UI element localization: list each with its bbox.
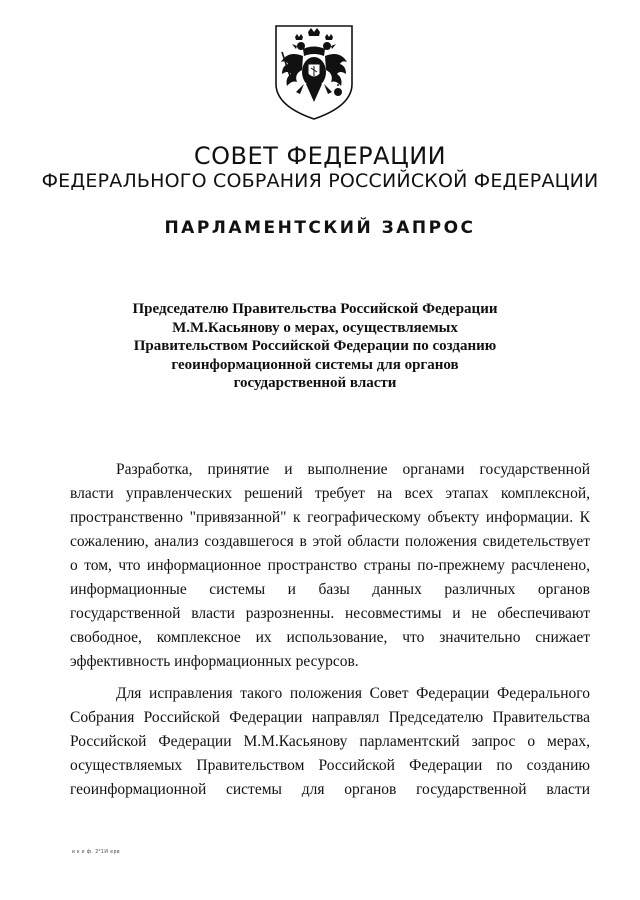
organization-subtitle: ФЕДЕРАЛЬНОГО СОБРАНИЯ РОССИЙСКОЙ ФЕДЕРАЦИИ [41, 170, 599, 192]
text-line: эффективность информационных ресурсов. [70, 653, 359, 670]
subject-line: государственной власти [233, 375, 397, 391]
text-line: Разработка, принятие и выполнение органами государственной [116, 461, 590, 478]
text-line: государственной власти разрозненны. несовместимы и не обеспечивают [70, 605, 590, 622]
request-subject [100, 300, 530, 393]
body-paragraph [70, 682, 590, 802]
footer-code: и к е ф. 2*1И ерв [72, 849, 121, 855]
text-line: информационные системы и базы данных различных органов [70, 581, 590, 598]
subject-line: Правительством Российской Федерации по созданию [133, 338, 497, 354]
subject-line: М.М.Касьянову о мерах, осуществляемых [172, 319, 458, 336]
text-line: Для исправления такого положения Совет Федерации Федерального [116, 685, 590, 702]
text-line: Собрания Российской Федерации направлял Председателю Правительства [70, 709, 590, 726]
document-type-heading: ПАРЛАМЕНТСКИЙ ЗАПРОС [164, 218, 476, 238]
coat-of-arms-icon [270, 22, 358, 122]
text-line: сожалению, анализ создавшегося в этой области положения свидетельствует [70, 533, 590, 550]
organization-title: СОВЕТ ФЕДЕРАЦИИ [193, 142, 447, 170]
text-line: свободное, комплексное их использование, что значительно снижает [70, 629, 590, 646]
text-line: власти управленческих решений требует на всех этапах комплексной, [70, 485, 590, 502]
text-line: геоинформационной системы для органов государственной власти [70, 781, 590, 798]
body-paragraph [70, 458, 590, 674]
subject-line: геоинформационной системы для органов [171, 356, 459, 373]
text-line: Российской Федерации М.М.Касьянову парламентский запрос о мерах, [70, 733, 590, 750]
text-line: осуществляемых Правительством Российской Федерации по созданию [70, 757, 590, 774]
text-line: пространственно "привязанной" к географическому объекту информации. К [70, 509, 590, 526]
text-line: о том, что информационное пространство страны по-прежнему расчленено, [70, 557, 590, 574]
subject-line: Председателю Правительства Российской Федерации [132, 301, 498, 317]
